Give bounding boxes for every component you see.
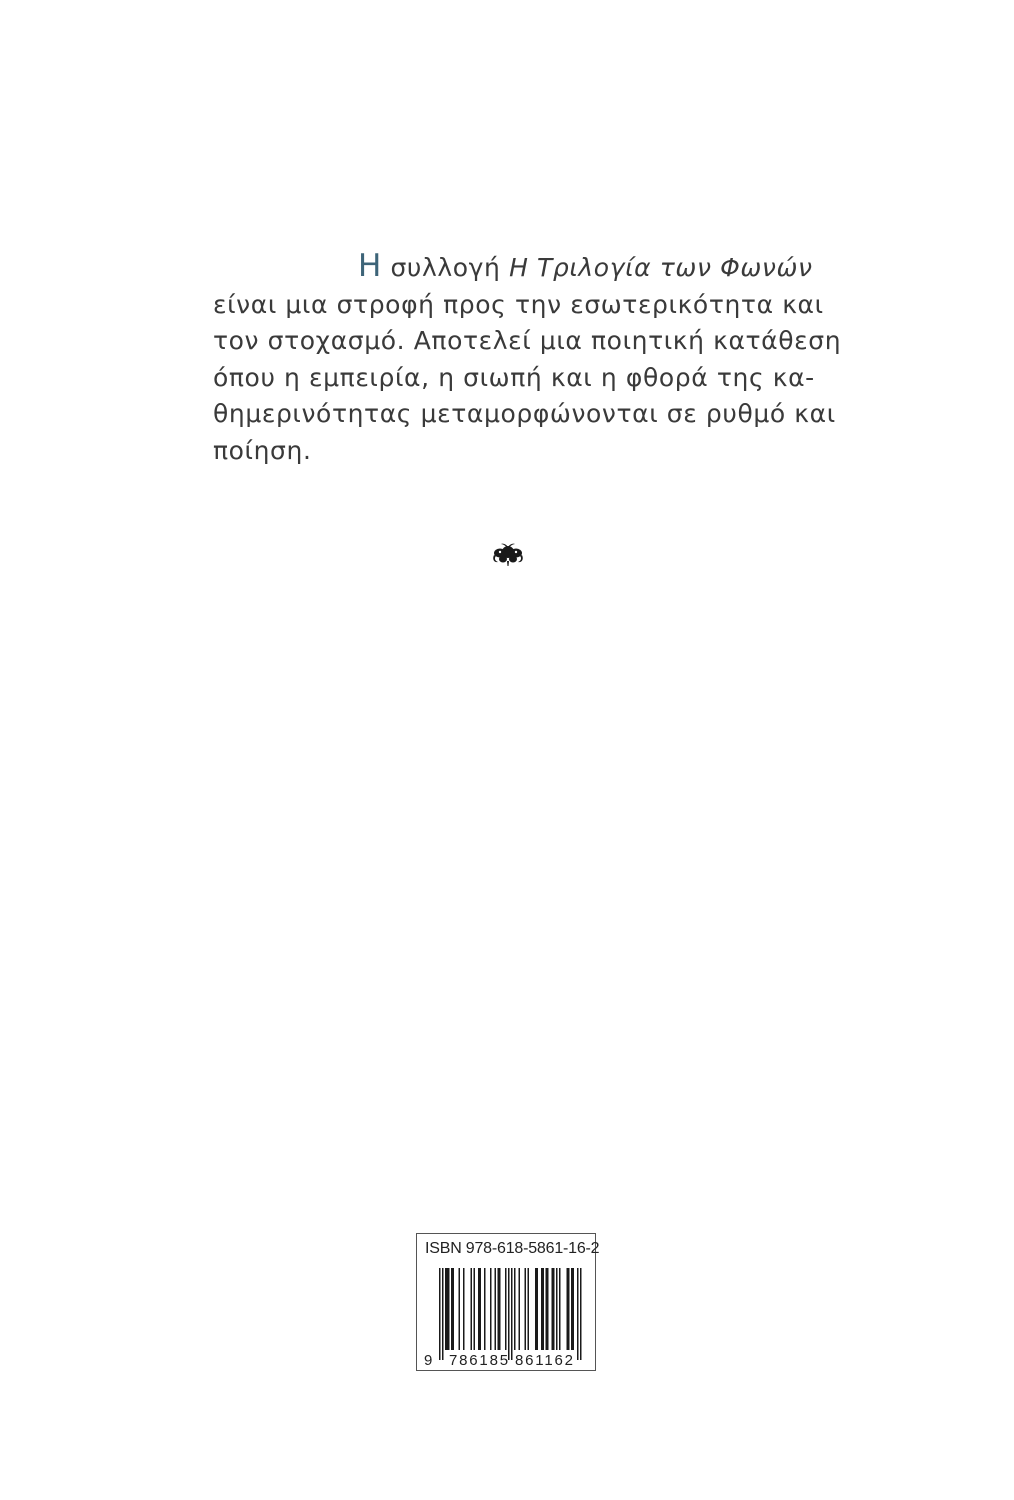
barcode-bar [499, 1268, 501, 1350]
barcode-digit-group-2: 861162 [515, 1352, 575, 1369]
blurb-line [213, 248, 813, 287]
barcode-bar [448, 1268, 450, 1350]
barcode-bar [577, 1268, 579, 1360]
barcode-bar [552, 1268, 554, 1350]
barcode-bar [519, 1268, 521, 1350]
barcode-bar [514, 1268, 516, 1350]
back-cover-blurb [213, 248, 842, 469]
barcode-bar [445, 1268, 447, 1350]
barcode-bar [439, 1268, 441, 1360]
barcode-bar [480, 1268, 482, 1350]
barcode-bar [571, 1268, 573, 1350]
blurb-line-2: είναι μια στροφή προς την εσωτερικότητα και [213, 289, 824, 319]
isbn-label: ISBN 978-618-5861-16-2 [425, 1240, 600, 1257]
barcode-bar [451, 1268, 453, 1350]
barcode-bar [463, 1268, 465, 1350]
barcode-bar [546, 1268, 548, 1350]
barcode-bar [511, 1268, 513, 1360]
barcode-digit-first: 9 [424, 1352, 433, 1369]
blurb-line-1-pre: συλλογή [381, 253, 510, 282]
barcode-bar [478, 1268, 480, 1350]
barcode-bar [556, 1268, 558, 1350]
barcode-bar [498, 1268, 500, 1350]
barcode-digit-group-1: 786185 [449, 1352, 510, 1369]
barcode-bar [505, 1268, 507, 1350]
barcode-bar [525, 1268, 527, 1350]
blurb-line-6: ποίηση. [213, 435, 312, 465]
barcode-bar [535, 1268, 537, 1350]
barcode-bar [442, 1268, 444, 1360]
blurb-line-3: τον στοχασμό. Αποτελεί μια ποιητική κατάθεση [213, 326, 842, 355]
barcode-bar [447, 1268, 449, 1350]
barcode-bar [580, 1268, 582, 1360]
barcode-bar [484, 1268, 486, 1350]
barcode-bar [541, 1268, 543, 1350]
barcode-bar [543, 1268, 545, 1350]
book-title-italic: Η Τριλογία των Φωνών [509, 253, 813, 282]
barcode-bar [568, 1268, 570, 1350]
barcode-bars [439, 1268, 582, 1360]
barcode-bar [573, 1268, 575, 1350]
fleuron-icon [491, 541, 525, 567]
barcode-bar [471, 1268, 473, 1350]
barcode-bar [567, 1268, 569, 1350]
barcode-graphic [417, 1234, 595, 1370]
barcode-bar [453, 1268, 455, 1350]
blurb-line-4: όπου η εμπειρία, η σιωπή και η φθορά της κα- [213, 362, 815, 392]
barcode-bar [553, 1268, 555, 1350]
drop-cap: Η [358, 248, 382, 284]
barcode-bar [474, 1268, 476, 1350]
barcode-bar [490, 1268, 492, 1350]
isbn-barcode-block [416, 1233, 600, 1371]
barcode-bar [528, 1268, 530, 1350]
barcode-bar [495, 1268, 497, 1350]
barcode-bar [537, 1268, 539, 1350]
barcode-bar [559, 1268, 561, 1350]
barcode-bar [547, 1268, 549, 1350]
barcode-bar [459, 1268, 461, 1350]
barcode-bar [508, 1268, 510, 1360]
blurb-line-5: θημερινότητας μεταμορφώνονται σε ρυθμό και [213, 399, 836, 428]
